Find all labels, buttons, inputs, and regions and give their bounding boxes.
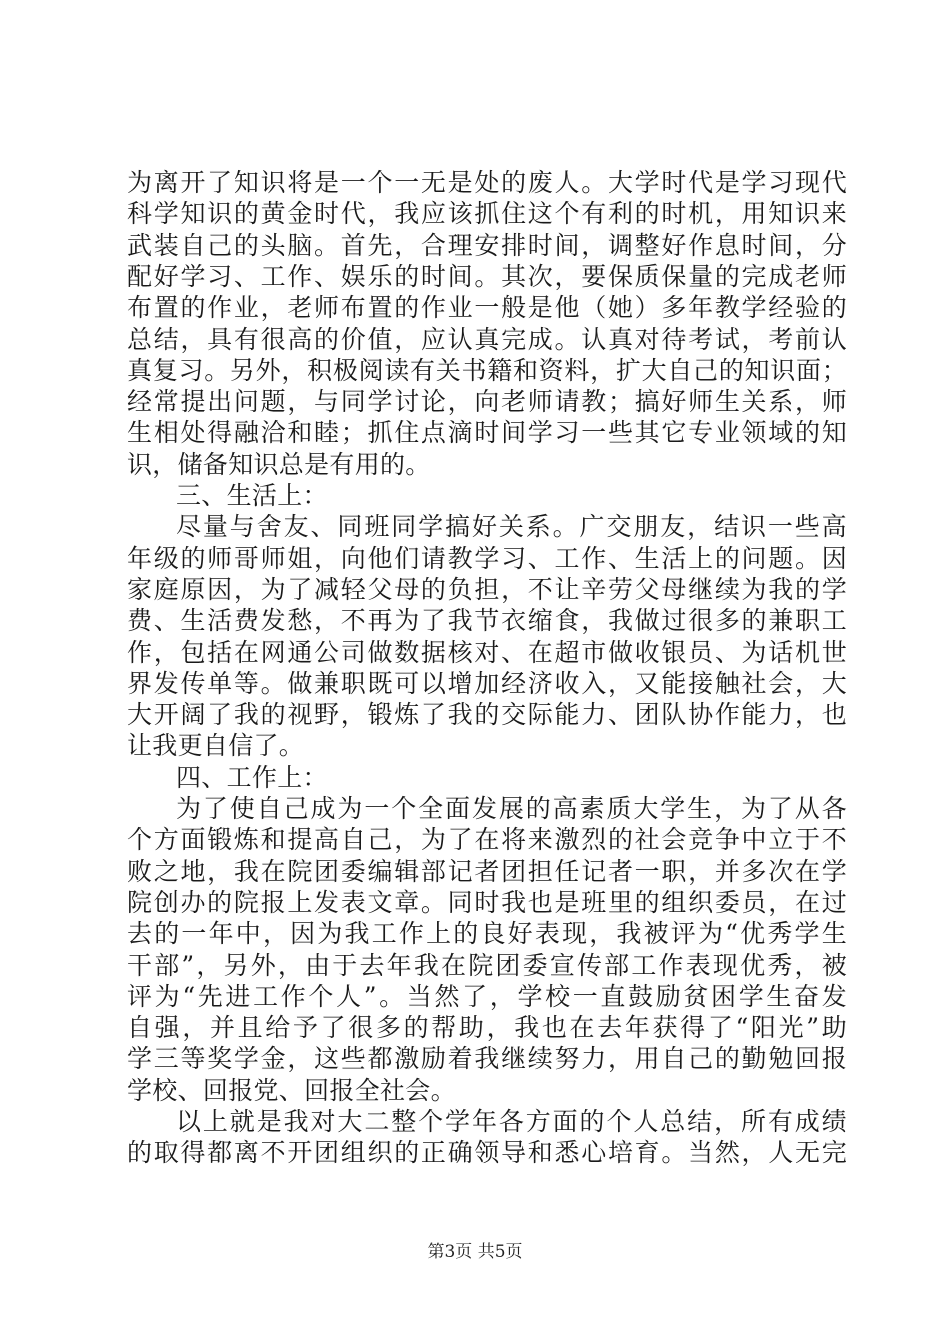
text-line: 作，包括在网通公司做数据核对、在超市做收银员、为话机世 [127, 638, 847, 667]
text-line: 评为“先进工作个人”。当然了，学校一直鼓励贫困学生奋发 [127, 982, 847, 1011]
text-line: 武装自己的头脑。首先，合理安排时间，调整好作息时间，分 [127, 231, 847, 260]
section-heading-life: 三、生活上： [176, 481, 328, 510]
text-line: 尽量与舍友、同班同学搞好关系。广交朋友，结识一些高 [176, 512, 847, 541]
text-line: 费、生活费发愁，不再为了我节衣缩食，我做过很多的兼职工 [127, 606, 847, 635]
text-line: 去的一年中，因为我工作上的良好表现，我被评为“优秀学生 [127, 919, 847, 948]
text-line: 配好学习、工作、娱乐的时间。其次，要保质保量的完成老师 [127, 262, 847, 291]
text-line: 为离开了知识将是一个一无是处的废人。大学时代是学习现代 [127, 168, 847, 197]
text-line: 让我更自信了。 [127, 731, 305, 760]
text-line: 年级的师哥师姐，向他们请教学习、工作、生活上的问题。因 [127, 544, 847, 573]
text-line: 学校、回报党、回报全社会。 [127, 1076, 456, 1105]
text-line: 败之地，我在院团委编辑部记者团担任记者一职，并多次在学 [127, 857, 847, 886]
text-line: 生相处得融洽和睦；抓住点滴时间学习一些其它专业领域的知 [127, 418, 847, 447]
text-line: 以上就是我对大二整个学年各方面的个人总结，所有成绩 [176, 1107, 847, 1136]
text-line: 学三等奖学金，这些都激励着我继续努力，用自己的勤勉回报 [127, 1044, 847, 1073]
text-line: 布置的作业，老师布置的作业一般是他（她）多年教学经验的 [127, 293, 847, 322]
text-line: 院创办的院报上发表文章。同时我也是班里的组织委员，在过 [127, 888, 847, 917]
text-line: 科学知识的黄金时代，我应该抓住这个有利的时机，用知识来 [127, 199, 847, 228]
text-line: 为了使自己成为一个全面发展的高素质大学生，为了从各 [176, 794, 847, 823]
text-line: 个方面锻炼和提高自己，为了在将来激烈的社会竞争中立于不 [127, 825, 847, 854]
text-line: 大开阔了我的视野，锻炼了我的交际能力、团队协作能力，也 [127, 700, 847, 729]
text-line: 家庭原因，为了减轻父母的负担，不让辛劳父母继续为我的学 [127, 575, 847, 604]
text-line: 的取得都离不开团组织的正确领导和悉心培育。当然，人无完 [127, 1138, 847, 1167]
page-footer: 第3页 共5页 [427, 1242, 523, 1262]
text-line: 经常提出问题，与同学讨论，向老师请教；搞好师生关系，师 [127, 387, 847, 416]
text-line: 界发传单等。做兼职既可以增加经济收入，又能接触社会，大 [127, 669, 847, 698]
text-line: 干部”，另外，由于去年我在院团委宣传部工作表现优秀，被 [127, 951, 847, 980]
text-line: 识，储备知识总是有用的。 [127, 450, 431, 479]
text-line: 自强，并且给予了很多的帮助，我也在去年获得了“阳光”助 [127, 1013, 847, 1042]
section-heading-work: 四、工作上： [176, 763, 328, 792]
text-line: 总结，具有很高的价值，应认真完成。认真对待考试，考前认 [127, 325, 847, 354]
text-line: 真复习。另外，积极阅读有关书籍和资料，扩大自己的知识面； [127, 356, 847, 385]
